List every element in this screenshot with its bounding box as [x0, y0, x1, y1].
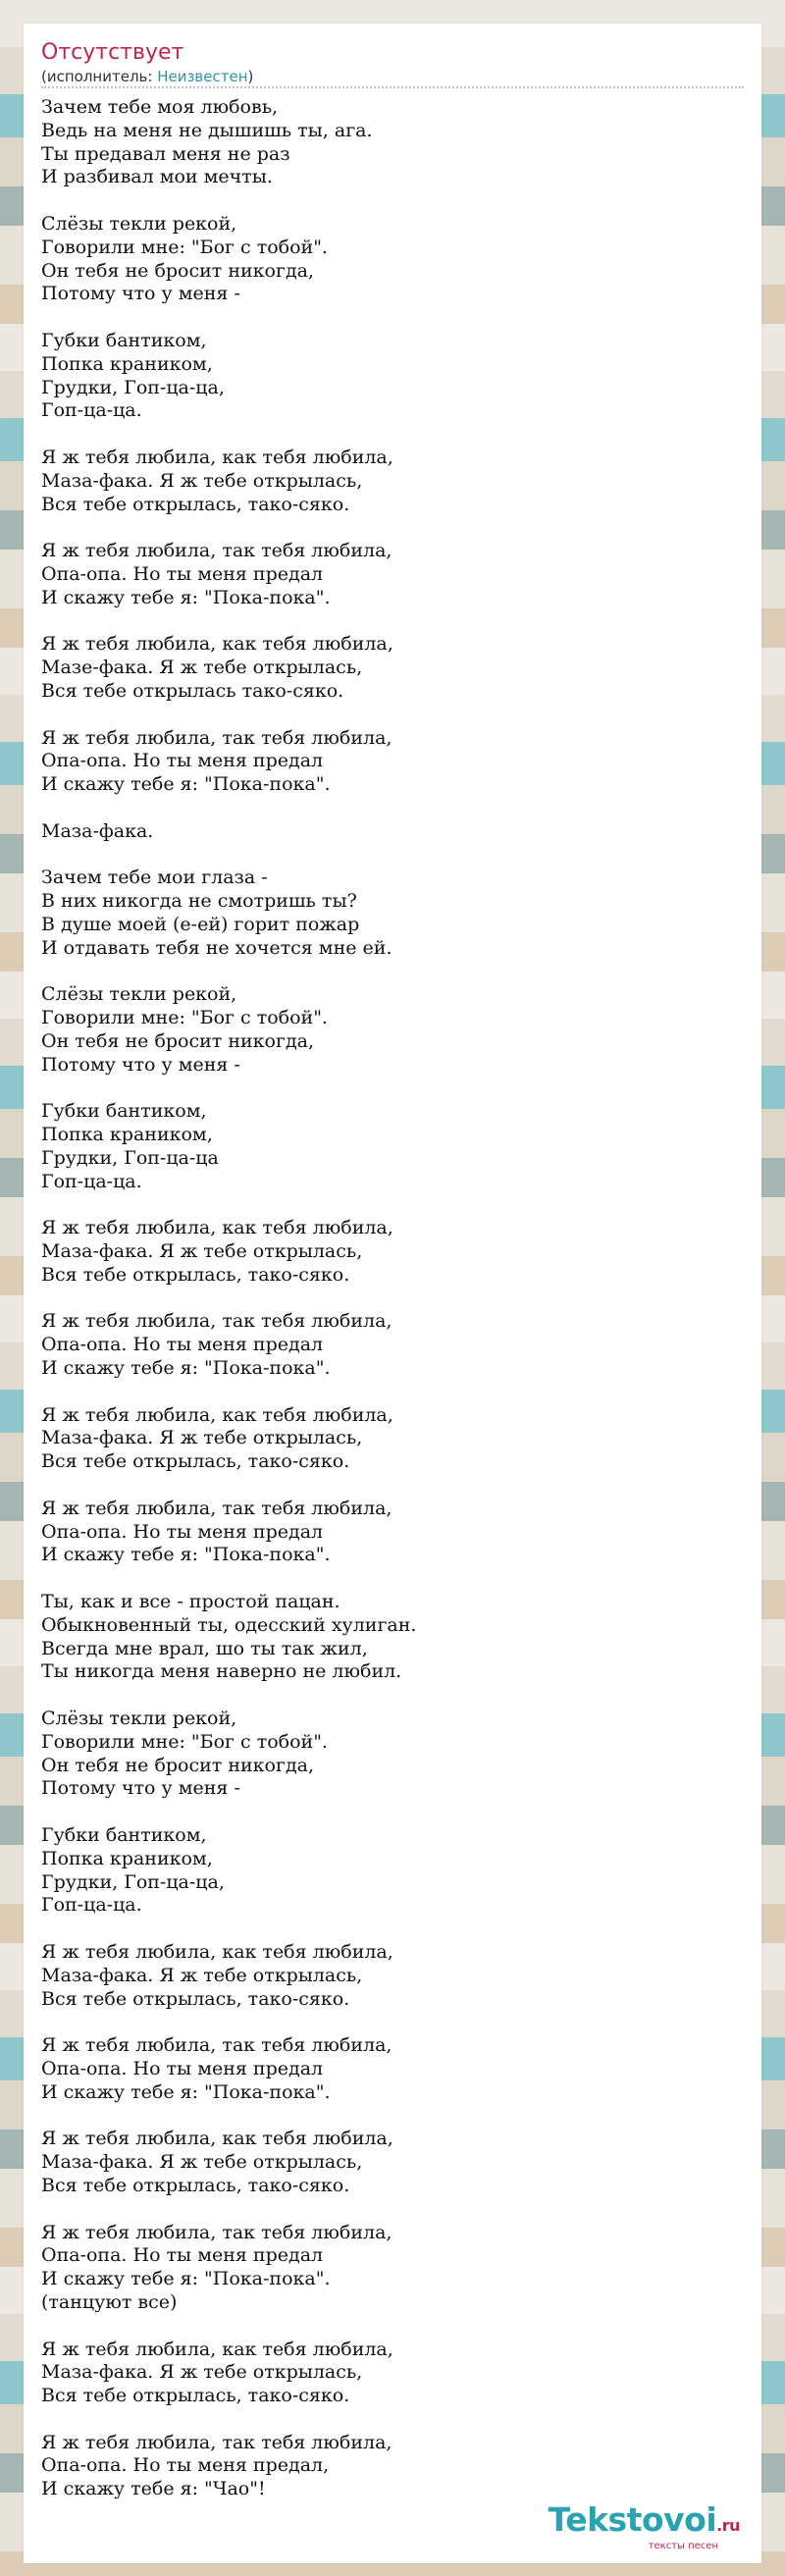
- lyric-line: Я ж тебя любила, так тебя любила,: [41, 2431, 392, 2453]
- lyric-line: Опа-опа. Но ты меня предал: [41, 1334, 324, 1356]
- artist-suffix: ): [247, 68, 254, 85]
- lyric-line: Я ж тебя любила, так тебя любила,: [41, 540, 392, 562]
- lyric-line: И скажу тебе я: "Пока-пока".: [41, 2268, 331, 2290]
- site-logo[interactable]: [548, 2500, 740, 2551]
- lyric-line: Вся тебе открылась, тако-сяко.: [41, 2385, 350, 2407]
- lyric-line: Опа-опа. Но ты меня предал: [41, 562, 324, 585]
- logo-name: Tekstovoi: [548, 2500, 717, 2539]
- stanza-gap: [41, 1474, 744, 1498]
- stanza-gap: [41, 1801, 744, 1824]
- lyrics-text: [41, 96, 744, 2501]
- stanza-gap: [41, 610, 744, 634]
- lyric-line: (танцуют все): [41, 2290, 178, 2313]
- lyric-line: Вся тебе открылась тако-сяко.: [41, 679, 344, 702]
- lyric-line: Я ж тебя любила, так тебя любила,: [41, 1310, 392, 1333]
- lyric-line: Я ж тебя любила, как тебя любила,: [41, 1940, 393, 1963]
- lyric-line: Я ж тебя любила, так тебя любила,: [41, 726, 392, 749]
- lyric-line: Опа-опа. Но ты меня предал: [41, 2057, 324, 2079]
- stanza-gap: [41, 306, 744, 330]
- lyric-line: Опа-опа. Но ты меня предал: [41, 750, 324, 772]
- stanza-gap: [41, 1077, 744, 1100]
- song-title: Отсутствует: [41, 40, 184, 65]
- artist-link[interactable]: Неизвестен: [157, 68, 248, 85]
- lyric-line: Я ж тебя любила, как тебя любила,: [41, 446, 393, 468]
- lyric-line: Потому что у меня -: [41, 1053, 240, 1076]
- lyric-line: И отдавать тебя не хочется мне ей.: [41, 936, 392, 959]
- lyric-line: Говорили мне: "Бог с тобой".: [41, 1007, 328, 1029]
- lyric-line: Потому что у меня -: [41, 283, 240, 305]
- lyric-line: Маза-фака. Я ж тебе открылась,: [41, 1964, 363, 1986]
- stanza-gap: [41, 2105, 744, 2129]
- lyric-line: Попка краником,: [41, 1847, 213, 1869]
- stanza-gap: [41, 797, 744, 820]
- lyric-line: Обыкновенный ты, одесский хулиган.: [41, 1613, 417, 1636]
- lyric-line: Я ж тебя любила, как тебя любила,: [41, 1403, 393, 1426]
- stanza-gap: [41, 2408, 744, 2432]
- lyric-line: Гоп-ца-ца.: [41, 399, 142, 422]
- lyric-line: Маза-фака. Я ж тебе открылась,: [41, 2151, 363, 2174]
- lyrics-card: [24, 24, 761, 2563]
- stanza-gap: [41, 2198, 744, 2222]
- lyric-line: И скажу тебе я: "Пока-пока".: [41, 773, 331, 796]
- lyric-line: Он тебя не бросит никогда,: [41, 1029, 315, 1052]
- lyric-line: Я ж тебя любила, как тебя любила,: [41, 1217, 393, 1239]
- artist-prefix: (исполнитель:: [41, 68, 158, 85]
- lyric-line: Губки бантиком,: [41, 1100, 207, 1123]
- lyric-line: И скажу тебе я: "Чао"!: [41, 2478, 266, 2500]
- logo-tld: .ru: [716, 2516, 740, 2535]
- logo-tagline: тексты песен: [648, 2541, 718, 2551]
- lyric-line: Зачем тебе моя любовь,: [41, 96, 279, 118]
- lyric-line: Ты предавал меня не раз: [41, 142, 290, 165]
- lyric-line: Я ж тебя любила, так тебя любила,: [41, 2034, 392, 2057]
- stanza-gap: [41, 1193, 744, 1217]
- lyric-line: И скажу тебе я: "Пока-пока".: [41, 1544, 331, 1566]
- lyric-line: Ты никогда меня наверно не любил.: [41, 1660, 402, 1683]
- lyric-line: И скажу тебе я: "Пока-пока".: [41, 586, 331, 608]
- lyric-line: Попка краником,: [41, 352, 213, 375]
- lyric-line: Мазе-фака. Я ж тебе открылась,: [41, 657, 363, 679]
- lyric-line: Гоп-ца-ца.: [41, 1170, 142, 1192]
- lyric-line: Вся тебе открылась, тако-сяко.: [41, 1987, 350, 2010]
- stanza-gap: [41, 1567, 744, 1591]
- lyric-line: Грудки, Гоп-ца-ца: [41, 1146, 219, 1169]
- lyric-line: Вся тебе открылась, тако-сяко.: [41, 1450, 350, 1473]
- lyric-line: Вся тебе открылась, тако-сяко.: [41, 493, 350, 515]
- stanza-gap: [41, 2011, 744, 2034]
- lyric-line: Грудки, Гоп-ца-ца,: [41, 376, 225, 398]
- lyric-line: Маза-фака. Я ж тебе открылась,: [41, 1240, 363, 1263]
- lyric-line: Говорили мне: "Бог с тобой".: [41, 236, 328, 258]
- lyric-line: Вся тебе открылась, тако-сяко.: [41, 2174, 350, 2196]
- lyric-line: Губки бантиком,: [41, 329, 207, 351]
- lyric-line: Он тебя не бросит никогда,: [41, 1754, 315, 1776]
- lyric-line: Слёзы текли рекой,: [41, 1707, 237, 1729]
- lyric-line: Маза-фака. Я ж тебе открылась,: [41, 1427, 363, 1449]
- lyric-line: Опа-опа. Но ты меня предал,: [41, 2454, 330, 2477]
- lyric-line: Я ж тебя любила, как тебя любила,: [41, 2338, 393, 2360]
- lyric-line: Слёзы текли рекой,: [41, 212, 237, 235]
- stanza-gap: [41, 423, 744, 447]
- lyric-line: И скажу тебе я: "Пока-пока".: [41, 1357, 331, 1380]
- stanza-gap: [41, 1381, 744, 1404]
- stanza-gap: [41, 1918, 744, 1941]
- lyric-line: Грудки, Гоп-ца-ца,: [41, 1870, 225, 1893]
- stanza-gap: [41, 1288, 744, 1311]
- stanza-gap: [41, 2315, 744, 2339]
- lyric-line: Вся тебе открылась, тако-сяко.: [41, 1263, 350, 1286]
- stanza-gap: [41, 960, 744, 983]
- lyric-line: Маза-фака. Я ж тебе открылась,: [41, 469, 363, 492]
- lyric-line: Ты, как и все - простой пацан.: [41, 1591, 340, 1612]
- stanza-gap: [41, 704, 744, 727]
- lyric-line: Маза-фака.: [41, 819, 154, 842]
- lyric-line: В душе моей (е-ей) горит пожар: [41, 913, 360, 935]
- stanza-gap: [41, 516, 744, 540]
- lyric-line: В них никогда не смотришь ты?: [41, 890, 357, 913]
- artist-line: [41, 67, 253, 86]
- stanza-gap: [41, 189, 744, 213]
- stanza-gap: [41, 844, 744, 867]
- lyric-line: Я ж тебя любила, так тебя любила,: [41, 2221, 392, 2243]
- lyric-line: Говорили мне: "Бог с тобой".: [41, 1730, 328, 1753]
- lyric-line: Всегда мне врал, шо ты так жил,: [41, 1637, 368, 1659]
- lyric-line: Я ж тебя любила, так тебя любила,: [41, 1497, 392, 1519]
- lyric-line: Я ж тебя любила, как тебя любила,: [41, 2128, 393, 2150]
- stanza-gap: [41, 1684, 744, 1708]
- lyric-line: Слёзы текли рекой,: [41, 983, 237, 1006]
- lyric-line: Опа-опа. Но ты меня предал: [41, 1520, 324, 1543]
- lyric-line: Опа-опа. Но ты меня предал: [41, 2244, 324, 2267]
- lyric-line: Я ж тебя любила, как тебя любила,: [41, 633, 393, 656]
- lyric-line: Губки бантиком,: [41, 1823, 207, 1846]
- lyric-line: Зачем тебе мои глаза -: [41, 867, 268, 889]
- lyric-line: Маза-фака. Я ж тебе открылась,: [41, 2361, 363, 2384]
- lyric-line: Он тебя не бросит никогда,: [41, 259, 315, 282]
- lyric-line: И скажу тебе я: "Пока-пока".: [41, 2080, 331, 2103]
- header-divider: [41, 86, 744, 88]
- lyric-line: И разбивал мои мечты.: [41, 166, 273, 188]
- lyric-line: Ведь на меня не дышишь ты, ага.: [41, 119, 373, 141]
- lyric-line: Попка краником,: [41, 1124, 213, 1146]
- lyric-line: Гоп-ца-ца.: [41, 1894, 142, 1917]
- lyric-line: Потому что у меня -: [41, 1777, 240, 1800]
